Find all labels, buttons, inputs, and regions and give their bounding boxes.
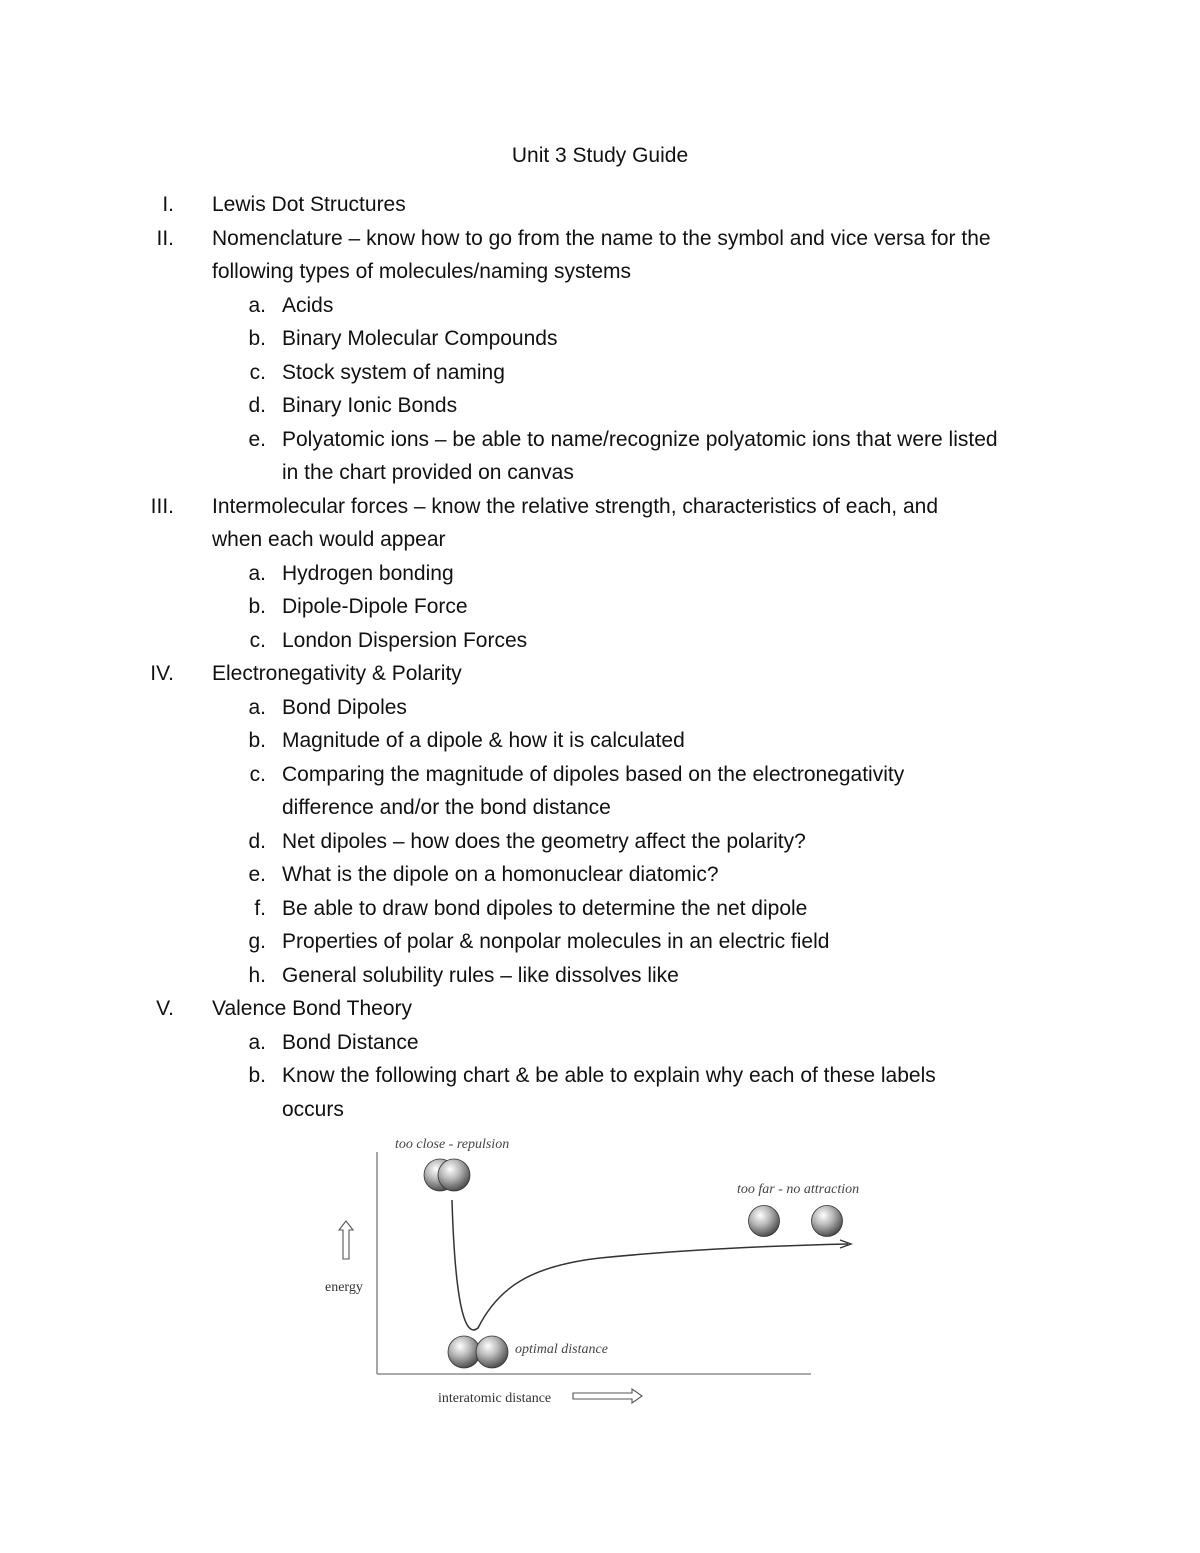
x-axis-label: interatomic distance bbox=[438, 1391, 552, 1406]
list-item: Bond Dipoles bbox=[282, 695, 407, 719]
list-item: Know the following chart & be able to explain why each of these labels bbox=[282, 1064, 936, 1087]
item-letter: b. bbox=[248, 327, 266, 350]
item-letter: b. bbox=[248, 595, 266, 618]
list-item: General solubility rules – like dissolves like bbox=[282, 963, 679, 987]
list-item: Stock system of naming bbox=[282, 360, 505, 384]
list-item: Net dipoles – how does the geometry affect the polarity? bbox=[282, 829, 806, 853]
list-item: Polyatomic ions – be able to name/recognize polyatomic ions that were listed bbox=[282, 427, 998, 451]
item-letter: d. bbox=[248, 829, 266, 853]
section-heading: Intermolecular forces – know the relative strength, characteristics of each, and bbox=[212, 494, 939, 518]
label-too-close: too close - repulsion bbox=[395, 1137, 510, 1152]
section-number: III. bbox=[150, 494, 174, 518]
energy-arrow-icon bbox=[339, 1221, 353, 1259]
list-item: difference and/or the bond distance bbox=[282, 796, 611, 819]
potential-energy-figure bbox=[300, 1128, 900, 1418]
section-heading: Nomenclature – know how to go from the name to the symbol and vice versa for the bbox=[212, 226, 991, 250]
section-heading: Lewis Dot Structures bbox=[212, 193, 406, 216]
list-item: Acids bbox=[282, 293, 334, 317]
item-letter: d. bbox=[248, 394, 266, 417]
item-letter: a. bbox=[248, 293, 266, 317]
list-item: occurs bbox=[282, 1097, 344, 1121]
item-letter: c. bbox=[249, 762, 266, 786]
item-letter: c. bbox=[249, 360, 266, 384]
list-item: Bond Distance bbox=[282, 1030, 419, 1054]
item-letter: a. bbox=[248, 695, 266, 719]
energy-curve bbox=[452, 1200, 848, 1330]
section-heading: when each would appear bbox=[212, 528, 446, 551]
too-close-atoms bbox=[424, 1159, 470, 1191]
section-number: V. bbox=[156, 997, 174, 1020]
list-item: Be able to draw bond dipoles to determine the net dipole bbox=[282, 896, 808, 920]
section-number: IV. bbox=[150, 662, 174, 685]
item-letter: f. bbox=[254, 896, 266, 920]
section-number: I. bbox=[162, 193, 174, 216]
item-letter: g. bbox=[248, 930, 266, 953]
item-letter: a. bbox=[248, 561, 266, 585]
distance-arrow-icon bbox=[573, 1389, 642, 1403]
too-far-atoms bbox=[749, 1206, 843, 1237]
section-number: II. bbox=[156, 226, 174, 250]
page-title: Unit 3 Study Guide bbox=[511, 144, 689, 167]
item-letter: e. bbox=[248, 863, 266, 886]
list-item: London Dispersion Forces bbox=[282, 628, 528, 652]
list-item: Dipole-Dipole Force bbox=[282, 595, 468, 618]
list-item: Properties of polar & nonpolar molecules in an electric field bbox=[282, 930, 830, 953]
section-heading: following types of molecules/naming systems bbox=[212, 260, 632, 283]
list-item: What is the dipole on a homonuclear diatomic? bbox=[282, 863, 719, 886]
item-letter: c. bbox=[249, 628, 266, 652]
list-item: Binary Molecular Compounds bbox=[282, 327, 558, 350]
item-letter: b. bbox=[248, 1064, 266, 1087]
section-heading: Electronegativity & Polarity bbox=[212, 662, 462, 685]
y-axis-label: energy bbox=[325, 1280, 363, 1295]
list-item: Binary Ionic Bonds bbox=[282, 394, 458, 417]
section-heading: Valence Bond Theory bbox=[212, 997, 413, 1020]
list-item: Magnitude of a dipole & how it is calculated bbox=[282, 729, 685, 752]
label-too-far: too far - no attraction bbox=[737, 1182, 860, 1197]
label-optimal: optimal distance bbox=[515, 1342, 608, 1357]
item-letter: b. bbox=[248, 729, 266, 752]
optimal-atoms bbox=[448, 1336, 508, 1368]
list-item: Comparing the magnitude of dipoles based on the electronegativity bbox=[282, 762, 905, 786]
list-item: Hydrogen bonding bbox=[282, 561, 454, 585]
item-letter: h. bbox=[248, 963, 266, 987]
item-letter: e. bbox=[248, 427, 266, 451]
list-item: in the chart provided on canvas bbox=[282, 461, 574, 484]
item-letter: a. bbox=[248, 1030, 266, 1054]
